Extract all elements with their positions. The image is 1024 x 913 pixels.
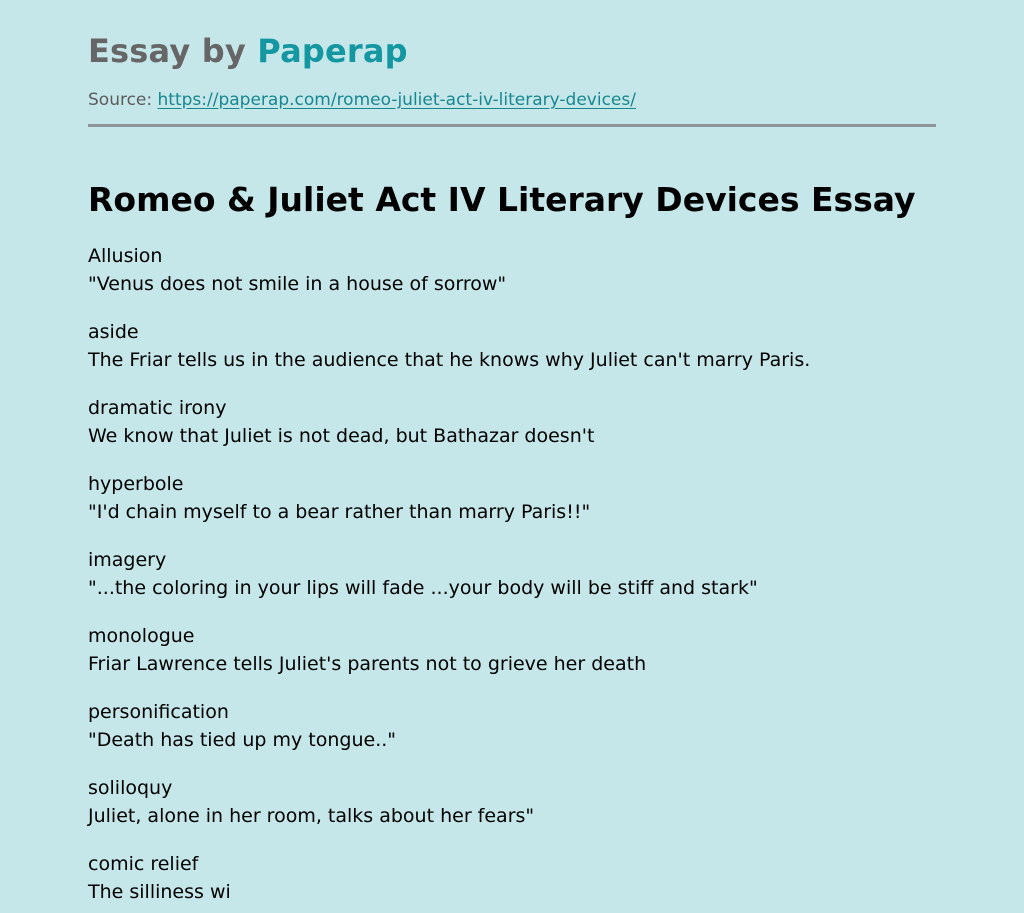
site-brand xyxy=(88,30,936,72)
source-line xyxy=(88,88,936,112)
device-definition: "I'd chain myself to a bear rather than marry Paris!!" xyxy=(88,501,591,523)
literary-device-entry xyxy=(88,394,948,470)
header-divider xyxy=(88,124,936,127)
site-header xyxy=(88,30,936,112)
essay-content xyxy=(88,242,948,913)
device-definition: The Friar tells us in the audience that he knows why Juliet can't marry Paris. xyxy=(88,349,811,371)
brand-prefix: Essay by xyxy=(88,32,246,70)
source-label: Source: xyxy=(88,90,153,110)
device-term: hyperbole xyxy=(88,473,184,495)
source-link[interactable]: https://paperap.com/romeo-juliet-act-iv-literary-devices/ xyxy=(157,90,636,110)
literary-device-entry xyxy=(88,242,948,318)
device-term: dramatic irony xyxy=(88,397,227,419)
literary-device-entry xyxy=(88,774,948,850)
device-term: personification xyxy=(88,701,229,723)
device-term: Allusion xyxy=(88,245,163,267)
literary-device-entry xyxy=(88,470,948,546)
device-definition: Juliet, alone in her room, talks about her fears" xyxy=(88,805,535,827)
device-term: soliloquy xyxy=(88,777,173,799)
brand-name[interactable]: Paperap xyxy=(257,32,408,70)
literary-device-entry xyxy=(88,698,948,774)
device-definition: Friar Lawrence tells Juliet's parents not to grieve her death xyxy=(88,653,647,675)
literary-device-entry xyxy=(88,318,948,394)
device-term: imagery xyxy=(88,549,167,571)
essay-title: Romeo & Juliet Act IV Literary Devices Essay xyxy=(88,180,916,219)
device-term: aside xyxy=(88,321,139,343)
device-definition: "...the coloring in your lips will fade ...your body will be stiff and stark" xyxy=(88,577,758,599)
device-definition: The silliness wi xyxy=(88,881,231,903)
device-term: monologue xyxy=(88,625,195,647)
device-definition: "Venus does not smile in a house of sorrow" xyxy=(88,273,507,295)
device-definition: "Death has tied up my tongue.." xyxy=(88,729,397,751)
literary-device-entry xyxy=(88,850,948,913)
literary-device-entry xyxy=(88,546,948,622)
device-term: comic relief xyxy=(88,853,199,875)
device-definition: We know that Juliet is not dead, but Bathazar doesn't xyxy=(88,425,595,447)
literary-device-entry xyxy=(88,622,948,698)
